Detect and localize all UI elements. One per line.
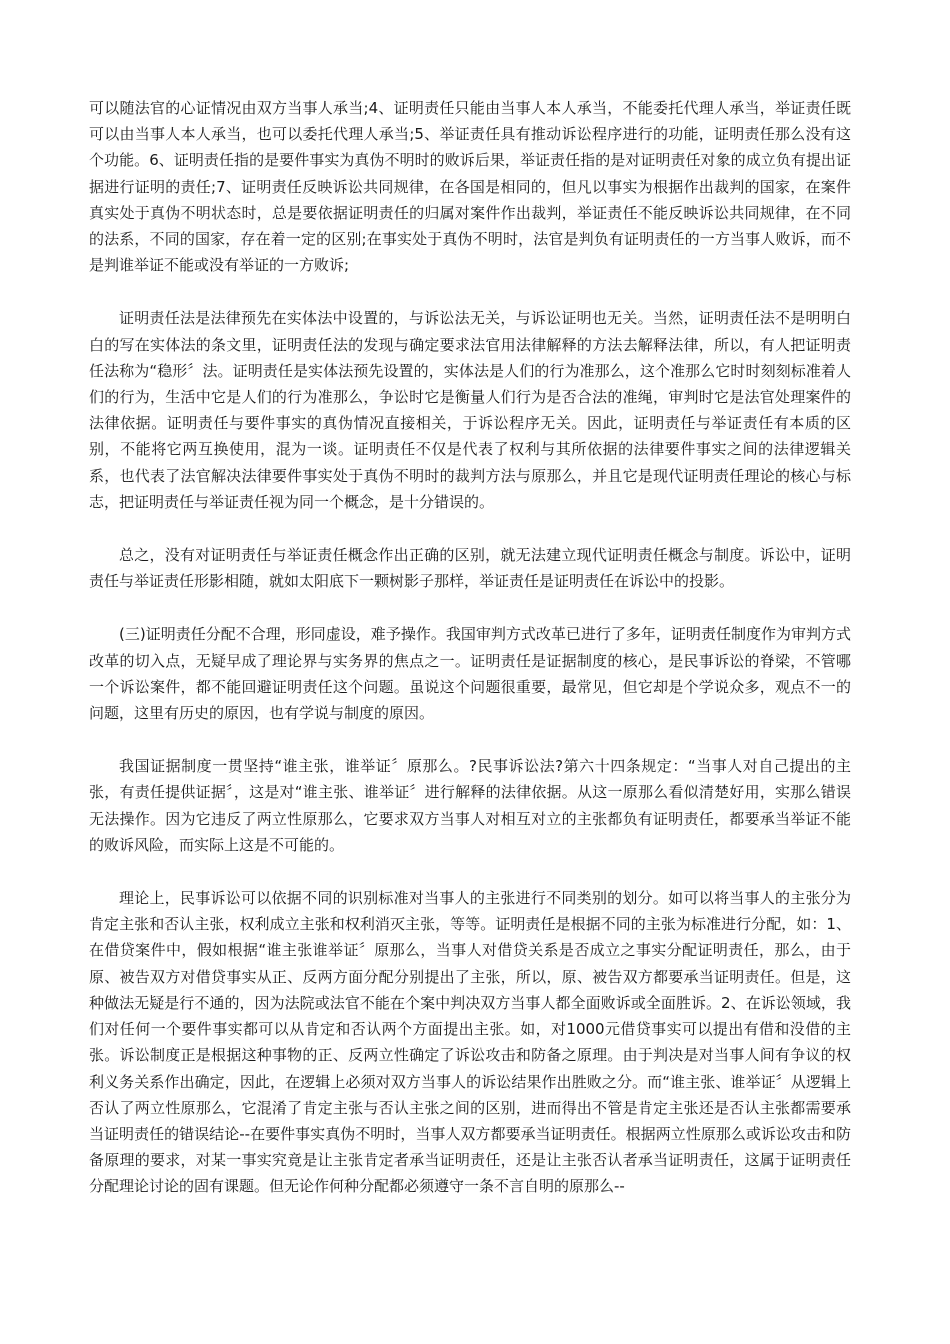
document-body (89, 95, 851, 1227)
paragraph: 总之，没有对证明责任与举证责任概念作出正确的区别，就无法建立现代证明责任概念与制度。诉讼中，证明责任与举证责任形影相随，就如太阳底下一颗树影子那样，举证责任是证明责任在诉讼中的投影。 (89, 546, 851, 591)
paragraph: 理论上，民事诉讼可以依据不同的识别标准对当事人的主张进行不同类别的划分。如可以将当事人的主张分为肯定主张和否认主张，权利成立主张和权利消灭主张，等等。证明责任是根据不同的主张为标准进行分配，如：1、在借贷案件中，假如根据“谁主张谁举证〞原那么，当事人对借贷关系是否成立之事实分配证明责任，那么，由于原、被告双方对借贷事实从正、反两方面分配分别提出了主张，所以，原、被告双方都要承当证明责任。但是，这种做法无疑是行不通的，因为法院或法官不能在个案中判决双方当事人都全面败诉或全面胜诉。2、在诉讼领域，我们对任何一个要件事实都可以从肯定和否认两个方面提出主张。如，对1000元借贷事实可以提出有借和没借的主张。诉讼制度正是根据这种事物的正、反两立性确定了诉讼攻击和防备之原理。由于判决是对当事人间有争议的权利义务关系作出确定，因此，在逻辑上必须对双方当事人的诉讼结果作出胜败之分。而“谁主张、谁举证〞从逻辑上否认了两立性原那么，它混淆了肯定主张与否认主张之间的区别，进而得出不管是肯定主张还是否认主张都需要承当证明责任的错误结论--在要件事实真伪不明时，当事人双方都要承当证明责任。根据两立性原那么或诉讼攻击和防备原理的要求，对某一事实究竟是让主张肯定者承当证明责任，还是让主张否认者承当证明责任，这属于证明责任分配理论讨论的固有课题。但无论作何种分配都必须遵守一条不言自明的原那么-- (89, 889, 851, 1196)
paragraph: 证明责任法是法律预先在实体法中设置的，与诉讼法无关，与诉讼证明也无关。当然，证明责任法不是明明白白的写在实体法的条文里，证明责任法的发现与确定要求法官用法律解释的方法去解释法律，所以，有人把证明责任法称为“稳形〞法。证明责任是实体法预先设置的，实体法是人们的行为准那么，这个准那么它时时刻刻标准着人们的行为，生活中它是人们的行为准那么，争讼时它是衡量人们行为是否合法的准绳，审判时它是法官处理案件的法律依据。证明责任与要件事实的真伪情况直接相关，于诉讼程序无关。因此，证明责任与举证责任有本质的区别，不能将它两互换使用，混为一谈。证明责任不仅是代表了权利与其所依据的法律要件事实之间的法律逻辑关系，也代表了法官解决法律要件事实处于真伪不明时的裁判方法与原那么，并且它是现代证明责任理论的核心与标志，把证明责任与举证责任视为同一个概念，是十分错误的。 (89, 309, 851, 511)
paragraph-continued: 可以随法官的心证情况由双方当事人承当;4、证明责任只能由当事人本人承当，不能委托代理人承当，举证责任既可以由当事人本人承当，也可以委托代理人承当;5、举证责任具有推动诉讼程序进行的功能，证明责任那么没有这个功能。6、证明责任指的是要件事实为真伪不明时的败诉后果，举证责任指的是对证明责任对象的成立负有提出证据进行证明的责任;7、证明责任反映诉讼共同规律，在各国是相同的，但凡以事实为根据作出裁判的国家，在案件真实处于真伪不明状态时，总是要依据证明责任的归属对案件作出裁判，举证责任不能反映诉讼共同规律，在不同的法系，不同的国家，存在着一定的区别;在事实处于真伪不明时，法官是判负有证明责任的一方当事人败诉，而不是判谁举证不能或没有举证的一方败诉; (89, 99, 851, 275)
paragraph: (三)证明责任分配不合理，形同虚设，难予操作。我国审判方式改革已进行了多年，证明责任制度作为审判方式改革的切入点，无疑早成了理论界与实务界的焦点之一。证明责任是证据制度的核心，是民事诉讼的脊梁，不管哪一个诉讼案件，都不能回避证明责任这个问题。虽说这个问题很重要，最常见，但它却是个学说众多，观点不一的问题，这里有历史的原因，也有学说与制度的原因。 (89, 625, 851, 723)
paragraph: 我国证据制度一贯坚持“谁主张，谁举证〞原那么。?民事诉讼法?第六十四条规定：“当事人对自己提出的主张，有责任提供证据〞，这是对“谁主张、谁举证〞进行解释的法律依据。从这一原那么看似清楚好用，实那么错误无法操作。因为它违反了两立性原那么，它要求双方当事人对相互对立的主张都负有证明责任，都要承当举证不能的败诉风险，而实际上这是不可能的。 (89, 757, 851, 854)
